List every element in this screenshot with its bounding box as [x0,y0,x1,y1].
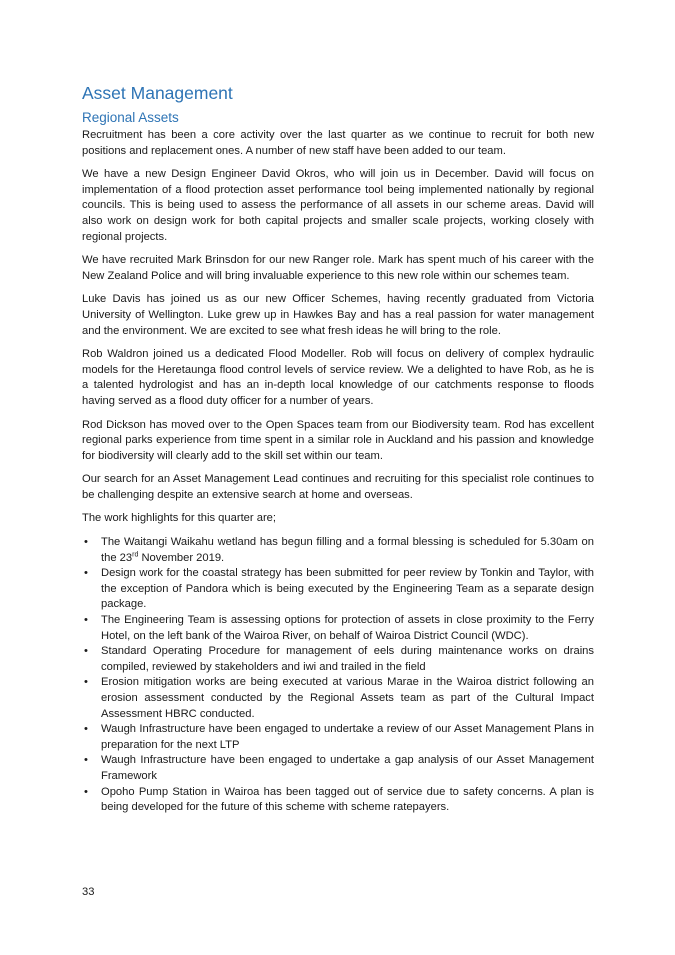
paragraph-officer-schemes: Luke Davis has joined us as our new Officer Schemes, having recently graduated from Victoria University of Wellington. Luke grew up in Hawkes Bay and has a real passion for water management and the environment. We are excited to see what fresh ideas he will bring to the role. [82,293,594,337]
list-item-text: November 2019. [138,551,225,564]
bullet-glyph: • [84,723,88,736]
bullet-glyph: • [84,567,88,580]
paragraph-open-spaces: Rod Dickson has moved over to the Open Spaces team from our Biodiversity team. Rod has excellent regional parks experience from time spent in a similar role in Auckland and his passion and knowledge for biodiversity will clearly add to the skill set within our team. [82,418,594,462]
list-item [82,722,594,753]
list-item [82,675,594,722]
paragraph-ranger: We have recruited Mark Brinsdon for our new Ranger role. Mark has spent much of his career with the New Zealand Police and will bring invaluable experience to this new role within our schemes team. [82,254,594,282]
list-item-text: Waugh Infrastructure have been engaged to undertake a review of our Asset Management Plans in preparation for the next LTP [101,723,594,751]
bullet-glyph: • [84,614,88,627]
document-page [82,80,594,816]
page-number: 33 [82,886,95,898]
bullet-glyph: • [84,754,88,767]
list-item-text: The Engineering Team is assessing options for protection of assets in close proximity to the Ferry Hotel, on the left bank of the Wairoa River, on behalf of Wairoa District Council (WDC). [101,614,594,642]
list-item [82,785,594,816]
ordinal-suffix: rd [132,550,139,558]
list-item-text: Design work for the coastal strategy has been submitted for peer review by Tonkin and Taylor, with the exception of Pandora which is being executed by the Engineering Team as a separate design package. [101,567,594,611]
bullet-glyph: • [84,785,88,798]
list-item [82,753,594,784]
list-item-text: The Waitangi Waikahu wetland has begun filling and a formal blessing is scheduled for 5.30am on the 23 [101,536,594,564]
paragraph-design-engineer: We have a new Design Engineer David Okros, who will join us in December. David will focus on implementation of a flood protection asset performance tool being implemented nationally by regional councils. This is being used to assess the performance of all assets in our scheme areas. David will also work on design work for both capital projects and smaller scale projects, working closely with regional projects. [82,168,594,243]
bullet-glyph: • [84,676,88,689]
bullet-glyph: • [84,536,88,549]
list-item-text: Erosion mitigation works are being executed at various Marae in the Wairoa district following an erosion assessment conducted by the Regional Assets team as part of the Cultural Impact Assessment HBRC conducted. [101,676,594,720]
list-item [82,644,594,675]
bullet-glyph: • [84,645,88,658]
subsection-heading: Regional Assets [82,110,179,125]
paragraph-recruitment: Recruitment has been a core activity over the last quarter as we continue to recruit for both new positions and replacement ones. A number of new staff have been added to our team. [82,129,594,157]
list-item [82,535,594,566]
paragraph-flood-modeller: Rob Waldron joined us a dedicated Flood Modeller. Rob will focus on delivery of complex hydraulic models for the Heretaunga flood control levels of service review. We a delighted to have Rob, as he is a talented hydrologist and has an in-depth local knowledge of our catchments response to floods having served as a flood duty officer for a number of years. [82,348,594,407]
paragraph-asset-lead: Our search for an Asset Management Lead continues and recruiting for this specialist role continues to be challenging despite an extensive search at home and overseas. [82,473,594,501]
section-heading: Asset Management [82,83,233,103]
list-item-text: Opoho Pump Station in Wairoa has been tagged out of service due to safety concerns. A plan is being developed for the future of this scheme with scheme ratepayers. [101,785,594,814]
list-item [82,613,594,644]
paragraph-highlights-intro: The work highlights for this quarter are; [82,512,277,525]
list-item-text: Standard Operating Procedure for management of eels during maintenance works on drains compiled, reviewed by stakeholders and iwi and trailed in the field [101,645,594,673]
list-item [82,566,594,613]
list-item-text: Waugh Infrastructure have been engaged to undertake a gap analysis of our Asset Management Framework [101,754,594,782]
highlights-list [82,535,594,816]
